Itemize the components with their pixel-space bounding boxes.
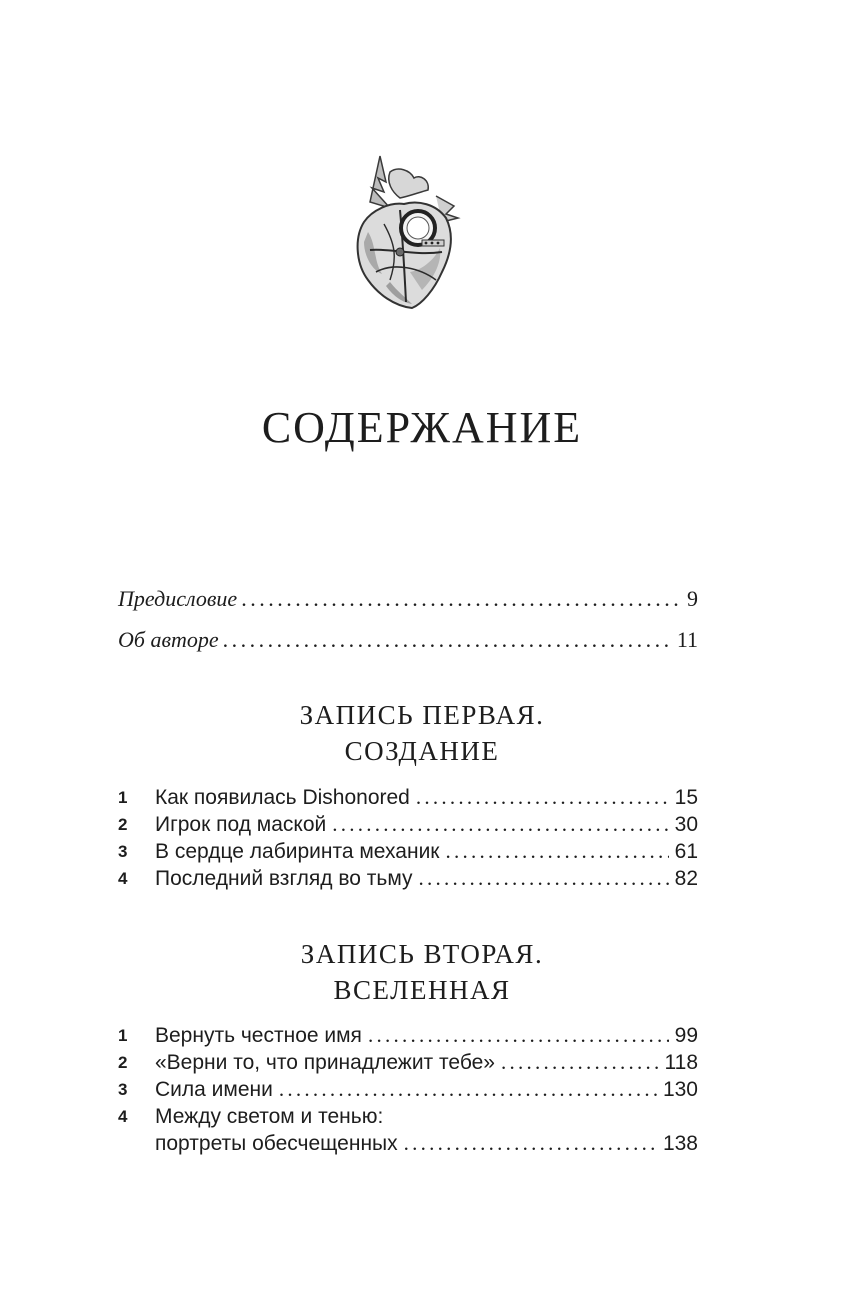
chapter-page: 61 xyxy=(674,840,698,863)
leader-dots xyxy=(279,1076,657,1103)
chapter-number: 3 xyxy=(118,842,128,861)
chapter-title: Игрок под маской xyxy=(155,813,327,836)
chapter-title: «Верни то, что принадлежит тебе» xyxy=(155,1051,495,1074)
page-title: СОДЕРЖАНИЕ xyxy=(261,403,583,452)
toc-entry-page: 11 xyxy=(676,627,698,652)
chapter-entry[interactable] xyxy=(118,1049,698,1076)
leader-dots xyxy=(368,1022,669,1049)
chapter-page: 138 xyxy=(662,1132,698,1155)
chapter-page: 130 xyxy=(662,1078,698,1101)
chapter-number: 4 xyxy=(118,1107,128,1126)
part-title-line1: ЗАПИСЬ ПЕРВАЯ. xyxy=(299,700,545,730)
chapter-title: Сила имени xyxy=(155,1078,273,1101)
heart-of-dishonored-icon xyxy=(350,152,462,314)
leader-dots xyxy=(223,626,671,654)
part-title-line2: ВСЕЛЕННАЯ xyxy=(333,975,511,1005)
chapter-number: 1 xyxy=(118,1026,128,1045)
chapter-page: 118 xyxy=(664,1051,698,1074)
leader-dots xyxy=(416,784,669,811)
chapter-page: 15 xyxy=(674,786,698,809)
leader-dots xyxy=(501,1049,659,1076)
chapter-entry[interactable] xyxy=(118,838,698,865)
chapter-entry[interactable] xyxy=(118,1022,698,1049)
toc-entry-page: 9 xyxy=(687,586,698,611)
toc-entry-label: Об авторе xyxy=(118,627,219,652)
leader-dots xyxy=(404,1130,657,1157)
chapter-entry-continuation[interactable] xyxy=(118,1130,698,1157)
chapter-number: 1 xyxy=(118,788,128,807)
chapter-page: 30 xyxy=(674,813,698,836)
toc-entry-about-author[interactable] xyxy=(118,626,698,654)
chapter-title: портреты обесчещенных xyxy=(155,1132,398,1155)
chapter-title: Вернуть честное имя xyxy=(155,1024,362,1047)
toc-entry-preface[interactable] xyxy=(118,585,698,613)
chapter-title: Как появилась Dishonored xyxy=(155,786,410,809)
chapter-title: В сердце лабиринта механик xyxy=(155,840,440,863)
chapter-title: Последний взгляд во тьму xyxy=(155,867,413,890)
chapter-entry[interactable] xyxy=(118,784,698,811)
chapter-number: 2 xyxy=(118,1053,128,1072)
leader-dots xyxy=(241,585,681,613)
chapter-number: 3 xyxy=(118,1080,128,1099)
chapter-title-line1: Между светом и тенью: xyxy=(155,1105,384,1128)
chapter-number: 4 xyxy=(118,869,128,888)
chapter-page: 82 xyxy=(674,867,698,890)
chapter-entry-multiline[interactable] xyxy=(118,1103,698,1130)
part-title-line1: ЗАПИСЬ ВТОРАЯ. xyxy=(300,939,544,969)
chapter-entry[interactable] xyxy=(118,1076,698,1103)
toc-entry-label: Предисловие xyxy=(118,586,238,611)
leader-dots xyxy=(445,838,668,865)
chapter-entry[interactable] xyxy=(118,811,698,838)
chapter-page: 99 xyxy=(674,1024,698,1047)
chapter-entry[interactable] xyxy=(118,865,698,892)
part-title-line2: СОЗДАНИЕ xyxy=(344,736,500,766)
leader-dots xyxy=(332,811,668,838)
chapter-number: 2 xyxy=(118,815,128,834)
leader-dots xyxy=(419,865,669,892)
